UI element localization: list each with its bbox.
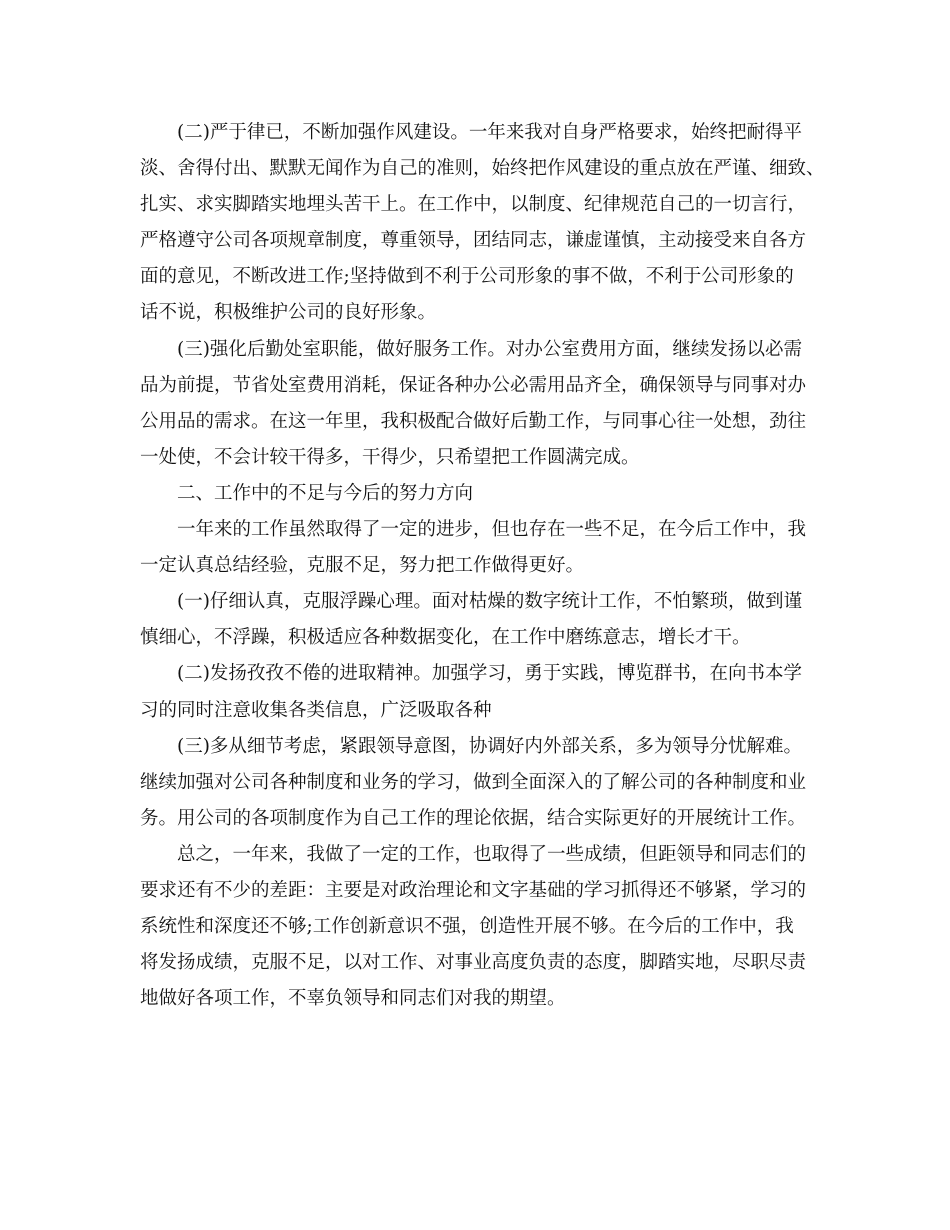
text-line: 话不说，积极维护公司的良好形象。 (140, 302, 437, 324)
text-line: 总之，一年来，我做了一定的工作，也取得了一些成绩，但距领导和同志们的 (177, 843, 807, 865)
text-line: 严格遵守公司各项规章制度，尊重领导，团结同志，谦虚谨慎，主动接受来自各方 (140, 230, 807, 252)
text-line: 要求还有不少的差距：主要是对政治理论和文字基础的学习抓得还不够紧，学习的 (140, 879, 807, 901)
document-body (140, 115, 830, 1017)
text-line: 将发扬成绩，克服不足，以对工作、对事业高度负责的态度，脚踏实地，尽职尽责 (140, 952, 807, 974)
text-line: 一年来的工作虽然取得了一定的进步，但也存在一些不足，在今后工作中，我 (177, 519, 807, 541)
text-line: 二、工作中的不足与今后的努力方向 (177, 482, 474, 504)
text-line: 习的同时注意收集各类信息，广泛吸取各种 (140, 699, 492, 721)
text-line: (一)仔细认真，克服浮躁心理。面对枯燥的数字统计工作，不怕繁琐，做到谨 (177, 591, 802, 613)
text-line: 务。用公司的各项制度作为自己工作的理论依据，结合实际更好的开展统计工作。 (140, 807, 807, 829)
text-line: 地做好各项工作，不辜负领导和同志们对我的期望。 (140, 988, 566, 1010)
text-line: (三)多从细节考虑，紧跟领导意图，协调好内外部关系，多为领导分忧解难。 (177, 735, 802, 757)
text-line: 一处使，不会计较干得多，干得少，只希望把工作圆满完成。 (140, 446, 640, 468)
text-line: 慎细心，不浮躁，积极适应各种数据变化，在工作中磨练意志，增长才干。 (140, 627, 751, 649)
text-line: (二)严于律已，不断加强作风建设。一年来我对自身严格要求，始终把耐得平 (177, 122, 802, 143)
text-line: 继续加强对公司各种制度和业务的学习，做到全面深入的了解公司的各种制度和业 (140, 771, 807, 793)
text-line: 公用品的需求。在这一年里，我积极配合做好后勤工作，与同事心往一处想，劲往 (140, 410, 807, 432)
text-line: (三)强化后勤处室职能，做好服务工作。对办公室费用方面，继续发扬以必需 (177, 338, 802, 360)
text-line: 面的意见，不断改进工作;坚持做到不利于公司形象的事不做，不利于公司形象的 (140, 266, 794, 288)
text-line: 一定认真总结经验，克服不足，努力把工作做得更好。 (140, 555, 585, 577)
text-line: 系统性和深度还不够;工作创新意识不强，创造性开展不够。在今后的工作中，我 (140, 916, 794, 938)
text-line: (二)发扬孜孜不倦的进取精神。加强学习，勇于实践，博览群书，在向书本学 (177, 663, 802, 685)
text-line: 扎实、求实脚踏实地埋头苦干上。在工作中，以制度、纪律规范自己的一切言行， (140, 194, 807, 216)
text-line: 淡、舍得付出、默默无闻作为自己的准则，始终把作风建设的重点放在严谨、细致、 (140, 158, 825, 180)
text-line: 品为前提，节省处室费用消耗，保证各种办公必需用品齐全，确保领导与同事对办 (140, 374, 807, 396)
